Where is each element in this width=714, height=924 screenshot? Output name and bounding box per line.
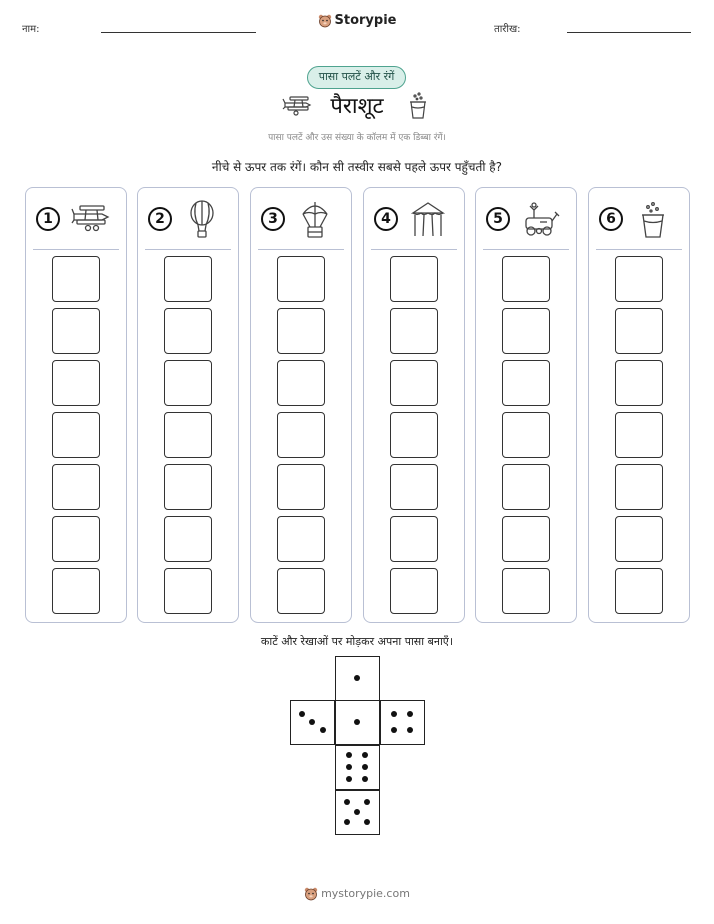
color-box[interactable]: [502, 464, 550, 510]
color-box[interactable]: [277, 568, 325, 614]
color-box[interactable]: [502, 308, 550, 354]
color-box[interactable]: [164, 568, 212, 614]
color-box[interactable]: [502, 412, 550, 458]
bear-logo-icon: [304, 887, 318, 901]
activity-pill: पासा पलटें और रंगें: [307, 66, 406, 89]
brand-logo: [0, 13, 714, 28]
dice-pip: [362, 752, 368, 758]
color-box[interactable]: [164, 412, 212, 458]
dice-face-1: [335, 656, 380, 701]
footer-url: mystorypie.com: [321, 887, 410, 900]
color-box[interactable]: [615, 412, 663, 458]
color-box[interactable]: [502, 256, 550, 302]
column-1: [25, 187, 127, 623]
tent-canopy-icon: [408, 200, 448, 240]
instruction-text: नीचे से ऊपर तक रंगें। कौन सी तस्वीर सबसे पहले ऊपर पहुँचती है?: [211, 160, 503, 174]
dice-pip: [346, 752, 352, 758]
column-divider: [371, 249, 457, 250]
color-box[interactable]: [164, 308, 212, 354]
dice-pip: [344, 819, 350, 825]
color-box[interactable]: [615, 360, 663, 406]
color-box[interactable]: [615, 464, 663, 510]
page-title: पैराशूट: [330, 94, 384, 119]
bear-logo-icon: [318, 14, 332, 28]
column-divider: [145, 249, 231, 250]
dice-face-5: [335, 790, 380, 835]
column-number: 2: [148, 207, 172, 231]
color-box[interactable]: [390, 412, 438, 458]
page-subtitle: पासा पलटें और उस संख्या के कॉलम में एक डिब्बा रंगें।: [268, 133, 446, 143]
color-box[interactable]: [164, 360, 212, 406]
date-label: तारीख:: [494, 24, 521, 35]
column-divider: [33, 249, 119, 250]
hot-air-balloon-icon: [182, 200, 222, 240]
color-box[interactable]: [164, 516, 212, 562]
column-number: 4: [374, 207, 398, 231]
fizzy-cup-icon: [633, 200, 673, 240]
dice-pip: [354, 719, 360, 725]
dice-pip: [407, 711, 413, 717]
color-box[interactable]: [52, 412, 100, 458]
color-box[interactable]: [502, 360, 550, 406]
column-number: 3: [261, 207, 285, 231]
color-box[interactable]: [390, 464, 438, 510]
color-box[interactable]: [52, 360, 100, 406]
color-box[interactable]: [390, 308, 438, 354]
dice-pip: [364, 799, 370, 805]
color-box[interactable]: [277, 412, 325, 458]
date-line: [567, 32, 691, 33]
dice-face-1: [335, 700, 380, 745]
dice-pip: [362, 776, 368, 782]
column-number: 5: [486, 207, 510, 231]
color-box[interactable]: [52, 256, 100, 302]
rover-robot-icon: [520, 200, 560, 240]
color-box[interactable]: [277, 308, 325, 354]
dice-pip: [354, 809, 360, 815]
footer: [0, 887, 714, 901]
dice-face-4: [380, 700, 425, 745]
dice-pip: [391, 711, 397, 717]
dice-pip: [407, 727, 413, 733]
column-6: [588, 187, 690, 623]
color-box[interactable]: [502, 568, 550, 614]
color-box[interactable]: [52, 464, 100, 510]
name-line: [101, 32, 256, 33]
dice-pip: [364, 819, 370, 825]
color-box[interactable]: [390, 568, 438, 614]
name-label: नाम:: [22, 24, 40, 35]
column-3: [250, 187, 352, 623]
color-box[interactable]: [390, 360, 438, 406]
dice-pip: [320, 727, 326, 733]
color-box[interactable]: [615, 516, 663, 562]
dice-pip: [346, 764, 352, 770]
dice-pip: [299, 711, 305, 717]
column-4: [363, 187, 465, 623]
biplane-icon: [70, 200, 110, 240]
cut-instruction: काटें और रेखाओं पर मोड़कर अपना पासा बनाएँ।: [260, 635, 454, 648]
color-box[interactable]: [390, 516, 438, 562]
column-number: 6: [599, 207, 623, 231]
color-box[interactable]: [277, 516, 325, 562]
dice-pip: [344, 799, 350, 805]
color-box[interactable]: [277, 256, 325, 302]
column-divider: [258, 249, 344, 250]
dice-pip: [391, 727, 397, 733]
dice-pip: [309, 719, 315, 725]
parachute-icon: [295, 200, 335, 240]
color-box[interactable]: [277, 360, 325, 406]
fizzy-cup-icon: [408, 92, 428, 120]
column-divider: [483, 249, 569, 250]
color-box[interactable]: [164, 256, 212, 302]
color-box[interactable]: [615, 568, 663, 614]
dice-face-6: [335, 745, 380, 790]
dice-pip: [362, 764, 368, 770]
color-box[interactable]: [52, 516, 100, 562]
color-box[interactable]: [390, 256, 438, 302]
color-box[interactable]: [277, 464, 325, 510]
color-box[interactable]: [615, 256, 663, 302]
color-box[interactable]: [615, 308, 663, 354]
color-box[interactable]: [52, 568, 100, 614]
color-box[interactable]: [52, 308, 100, 354]
dice-face-3: [290, 700, 335, 745]
column-2: [137, 187, 239, 623]
column-number: 1: [36, 207, 60, 231]
brand-name: Storypie: [334, 13, 397, 28]
column-divider: [596, 249, 682, 250]
column-5: [475, 187, 577, 623]
dice-pip: [346, 776, 352, 782]
color-box[interactable]: [164, 464, 212, 510]
dice-pip: [354, 675, 360, 681]
color-box[interactable]: [502, 516, 550, 562]
